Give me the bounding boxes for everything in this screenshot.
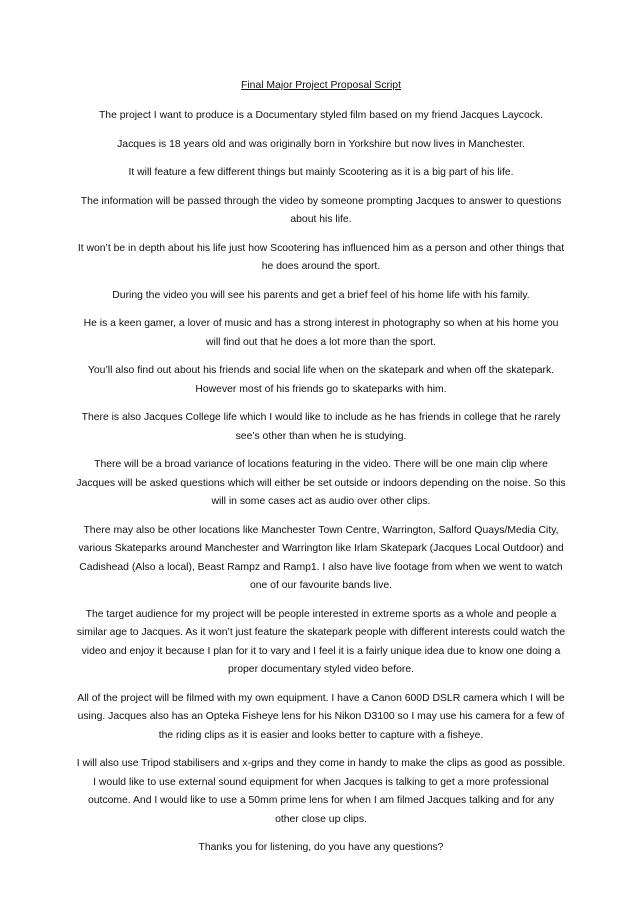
document-title: Final Major Project Proposal Script [241,80,401,91]
paragraph-depth: It won’t be in depth about his life just how Scootering has influenced him as a person and other things that he does around the sport. [77,242,565,272]
paragraph-locations: There will be a broad variance of locations featuring in the video. There will be one main clip where Jacques will be asked questions which will either be set outside or indoors depending on the noise. So this will in some cases act as audio over other clips. [76,459,566,507]
paragraph-hobbies: He is a keen gamer, a lover of music and has a strong interest in photography so when at his home you will find out that he does a lot more than the sport. [83,318,559,348]
paragraph-scootering: It will feature a few different things but mainly Scootering as it is a big part of his life. [128,167,514,178]
paragraph-stabilisers: I will also use Tripod stabilisers and x-grips and they come in handy to make the clips as good as possible. I would like to use external sound equipment for when Jacques is talking to get a more professional outcome. And I would like to use a 50mm prime lens for when I am filmed Jacques talking and for any other close up clips. [76,758,566,825]
paragraph-other-locations: There may also be other locations like Manchester Town Centre, Warrington, Salford Quays/Media City, various Skateparks around Manchester and Warrington like Irlam Skatepark (Jacques Local Outdoor) and Cadishead (Also a local), Beast Rampz and Ramp1. I also have live footage from when we went to watch one of our favourite bands live. [78,524,564,591]
paragraph-equipment: All of the project will be filmed with my own equipment. I have a Canon 600D DSLR camera which I will be using. Jacques also has an Opteka Fisheye lens for his Nikon D3100 so I may use his camera for a few of the riding clips as it is easier and looks better to capture with a fisheye. [77,692,565,741]
paragraph-friends: You’ll also find out about his friends and social life when on the skatepark and when off the skatepark. However most of his friends go to skateparks with him. [87,365,555,395]
paragraph-information: The information will be passed through the video by someone prompting Jacques to answer to questions about his life. [80,195,562,225]
paragraph-parents: During the video you will see his parents and get a brief feel of his home life with his family. [112,289,530,301]
paragraph-age: Jacques is 18 years old and was originally born in Yorkshire but now lives in Manchester. [117,138,525,150]
paragraph-intro: The project I want to produce is a Documentary styled film based on my friend Jacques Laycock. [98,110,544,121]
paragraph-target-audience: The target audience for my project will be people interested in extreme sports as a whole and people a similar age to Jacques. As it won’t just feature the skatepark people with different interests could watch the video and enjoy it because I plan for it to vary and I feel it is a fairly unique idea due to know one doing a proper documentary styled video before. [76,608,566,675]
paragraph-closing: Thanks you for listening, do you have any questions? [198,842,444,853]
paragraph-college: There is also Jacques College life which I would like to include as he has friends in college that he rarely see’s other than when he is studying. [81,412,561,442]
